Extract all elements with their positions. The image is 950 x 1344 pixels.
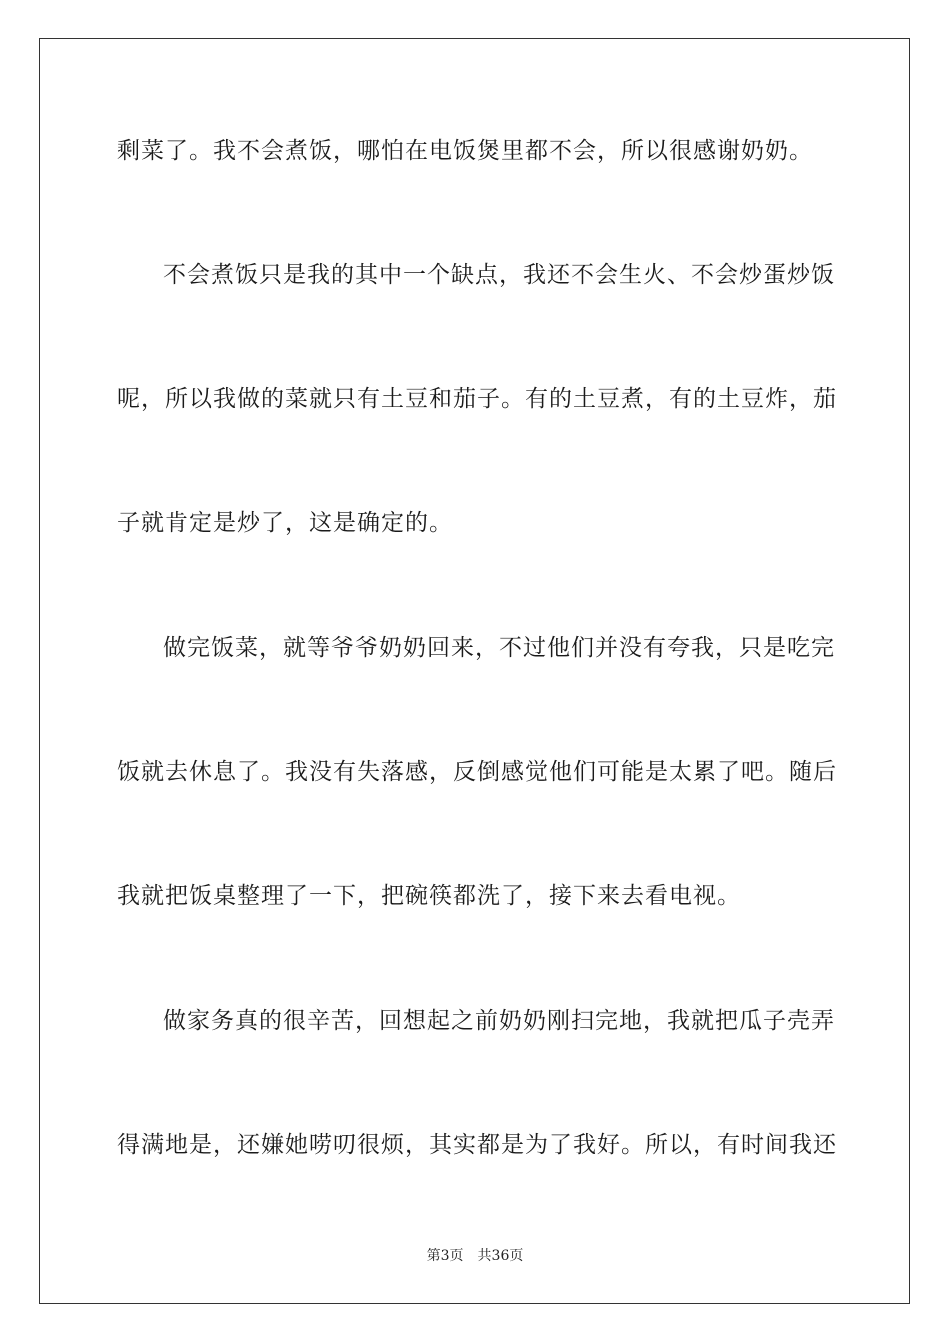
text-line: 我就把饭桌整理了一下，把碗筷都洗了，接下来去看电视。 xyxy=(117,883,741,909)
text-line: 得满地是，还嫌她唠叨很烦，其实都是为了我好。所以，有时间我还 xyxy=(117,1132,837,1158)
text-line: 剩菜了。我不会煮饭，哪怕在电饭煲里都不会，所以很感谢奶奶。 xyxy=(117,138,813,164)
page-footer xyxy=(0,1247,950,1265)
text-line: 子就肯定是炒了，这是确定的。 xyxy=(117,510,453,536)
text-line: 做完饭菜，就等爷爷奶奶回来，不过他们并没有夸我，只是吃完 xyxy=(163,635,835,661)
page-total: 共36页 xyxy=(477,1248,524,1264)
text-line: 做家务真的很辛苦，回想起之前奶奶刚扫完地，我就把瓜子壳弄 xyxy=(163,1008,835,1034)
text-line: 不会煮饭只是我的其中一个缺点，我还不会生火、不会炒蛋炒饭 xyxy=(163,262,835,288)
text-line: 饭就去休息了。我没有失落感，反倒感觉他们可能是太累了吧。随后 xyxy=(117,759,837,785)
text-line: 呢，所以我做的菜就只有土豆和茄子。有的土豆煮，有的土豆炸，茄 xyxy=(117,386,837,412)
page-frame xyxy=(39,38,910,1304)
page-number: 第3页 xyxy=(426,1248,464,1264)
